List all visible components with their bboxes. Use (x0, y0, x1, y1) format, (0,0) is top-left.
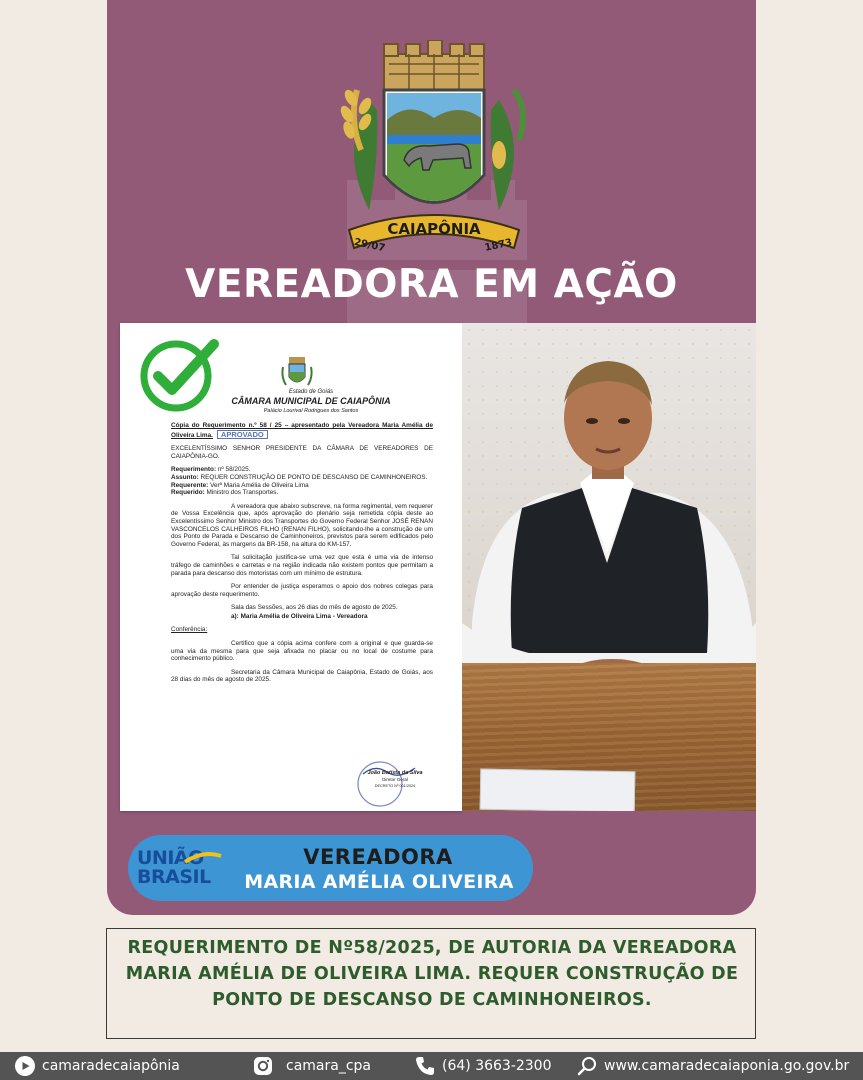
desk-paper (480, 769, 636, 811)
party-banner (128, 835, 533, 901)
document-crest-icon (280, 355, 314, 389)
caption-line-2: MARIA AMÉLIA DE OLIVEIRA LIMA. REQUER CONSTRUÇÃO DE (125, 964, 739, 984)
requirement-document (120, 323, 462, 811)
doc-palace: Palácio Lourival Rodrigues dos Santos (263, 408, 359, 414)
doc-subject-label: Assunto: (171, 473, 199, 481)
party-logo-line2: BRASIL (137, 866, 211, 888)
footer-website[interactable] (576, 1052, 849, 1080)
caption-line-1: REQUERIMENTO DE Nº58/2025, DE AUTORIA DA VEREADORA (127, 938, 737, 958)
footer-phone[interactable] (414, 1052, 552, 1080)
banner-title: VEREADORA (303, 845, 453, 869)
doc-sessions: Sala das Sessões, aos 26 dias do mês de agosto de 2025. (231, 604, 398, 612)
doc-conference: Certifico que a cópia acima confere com a original e que guarda-se uma via da mesma para que seja afixada no placar ou no local de costume para conhecimento público. (171, 640, 433, 663)
doc-paragraph-3: Por entender de justiça esperamos o apoio dos nobres colegas para aprovação deste requerimento. (171, 583, 433, 598)
caption-box (106, 928, 756, 1039)
phone-icon (414, 1055, 436, 1077)
doc-state: Estado de Goiás (288, 389, 334, 395)
doc-requester: Verª Maria Amélia de Oliveira Lima (210, 481, 309, 489)
caption-text (107, 935, 757, 1013)
youtube-icon (14, 1055, 36, 1077)
phone-number: (64) 3663-2300 (442, 1058, 552, 1074)
doc-address: EXCELENTÍSSIMO SENHOR PRESIDENTE DA CÂMARA DE VEREADORES DE CAIAPÔNIA-GO. (171, 445, 433, 460)
approved-stamp: APROVADO (217, 430, 268, 440)
councilwoman-photo (462, 323, 756, 811)
doc-signed: a): Maria Amélia de Oliveira Lima - Vereadora (231, 612, 368, 620)
doc-paragraph-1: A vereadora que abaixo subscreve, na forma regimental, vem requerer de Vossa Excelência que, após aprovação do plenário seja remetida cópia deste ao Excelentíssimo Senhor Ministro dos Transportes do Governo Federal Senhor JOSÉ RENAN VASCONCELOS CALHEIROS FILHO (RENAN FILHO), solicitando-lhe a construção de um dos Ponto de Parada e Descanso de Caminhoneiros, previstos para serem edificados pelo Governo Federal, às margens da BR-158, na altura do KM-157. (171, 502, 433, 548)
headline: VEREADORA EM AÇÃO (185, 262, 678, 307)
website-url: www.camaradecaiaponia.go.gov.br (604, 1058, 850, 1074)
caption-line-3: PONTO DE DESCANSO DE CAMINHONEIROS. (212, 990, 652, 1010)
footer-bar (0, 1052, 863, 1080)
svg-text:CAIAPÔNIA: CAIAPÔNIA (387, 220, 481, 238)
post-card (107, 0, 756, 915)
search-icon (576, 1055, 598, 1077)
doc-requester-label: Requerente: (171, 481, 209, 489)
doc-requested-label: Requerido: (171, 489, 205, 497)
svg-text:João Batista da Silva: João Batista da Silva (367, 770, 423, 776)
footer-instagram[interactable] (252, 1052, 371, 1080)
svg-text:DECRETO Nº 001/2024: DECRETO Nº 001/2024 (374, 784, 416, 788)
doc-chamber-title: CÂMARA MUNICIPAL DE CAIAPÔNIA (231, 396, 391, 406)
instagram-icon (252, 1055, 274, 1077)
doc-body (171, 422, 433, 690)
youtube-handle: camaradecaiapônia (42, 1058, 180, 1074)
doc-conference-label: Conferência: (171, 626, 208, 634)
doc-paragraph-2: Tal solicitação justifica-se uma vez que esta é uma via de intenso tráfego de caminhões e carretas e na região indicada não existem pontos que permitam a parada para descanso dos motoristas com um mínimo de estrutura. (171, 554, 433, 577)
banner-name: MARIA AMÉLIA OLIVEIRA (244, 871, 514, 893)
footer-youtube[interactable] (14, 1052, 180, 1080)
svg-text:29/07: 29/07 (352, 236, 387, 255)
instagram-handle: camara_cpa (286, 1058, 371, 1074)
party-logo-line1: UNIÃO (137, 847, 204, 869)
doc-req-no: nº 58/2025. (217, 466, 251, 474)
svg-text:Diretor Geral: Diretor Geral (382, 777, 408, 782)
doc-req-label: Requerimento: (171, 466, 217, 474)
party-swoosh-icon (183, 852, 223, 864)
doc-secretariat: Secretaria da Câmara Municipal de Caiapônia, Estado de Goiás, aos 28 dias do mês de agosto de 2025. (171, 668, 433, 684)
svg-text:1873: 1873 (483, 237, 514, 254)
doc-requested: Ministro dos Transportes. (206, 489, 279, 497)
signature-seal (355, 758, 425, 808)
doc-copy-line: Cópia do Requerimento n.º 58 / 25 – apresentado pela Vereadora Maria Amélia de Oliveira Lima. (171, 422, 433, 439)
uniao-brasil-logo (137, 847, 229, 893)
doc-subject: REQUER CONSTRUÇÃO DE PONTO DE DESCANSO DE CAMINHONEIROS. (200, 473, 428, 481)
city-crest-icon (329, 40, 539, 258)
